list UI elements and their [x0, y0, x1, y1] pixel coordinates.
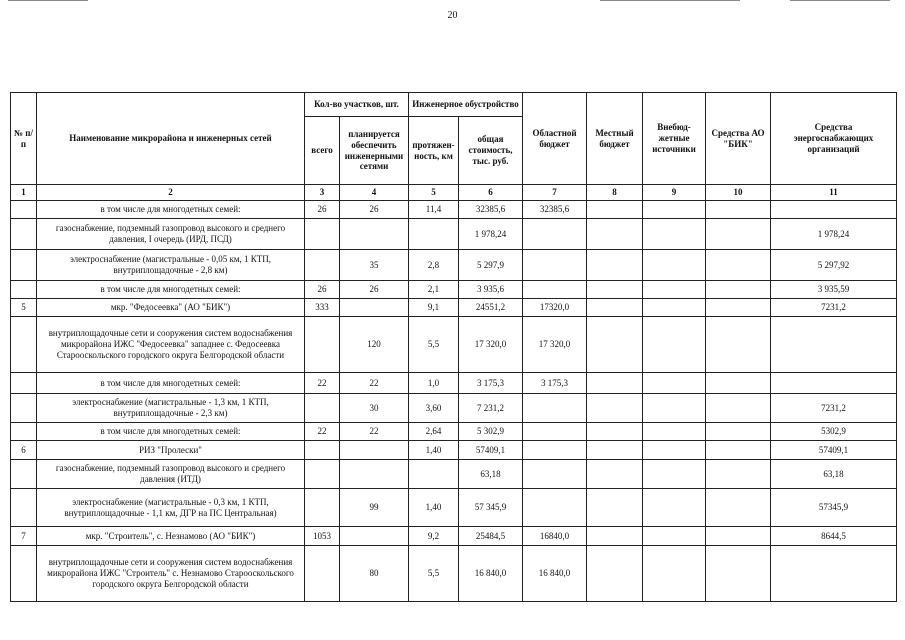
- cell-total: [305, 219, 340, 250]
- column-number: 11: [771, 185, 897, 201]
- cell-length: 5,5: [409, 317, 459, 373]
- column-number: 9: [643, 185, 706, 201]
- cell-planned: [340, 441, 409, 460]
- cell-regional: [523, 281, 587, 299]
- cell-cost: 7 231,2: [459, 394, 523, 423]
- header-cost: общая стоимость, тыс. руб.: [459, 117, 523, 185]
- cell-regional: [523, 441, 587, 460]
- cell-energy: 1 978,24: [771, 219, 897, 250]
- cell-num: [11, 281, 37, 299]
- column-number: 4: [340, 185, 409, 201]
- page-number: 20: [447, 10, 458, 21]
- cell-energy: 5302,9: [771, 423, 897, 441]
- header-regional-budget: Областной бюджет: [523, 93, 587, 185]
- cell-num: [11, 317, 37, 373]
- cell-length: 3,60: [409, 394, 459, 423]
- header-bik-funds: Средства АО "БИК": [706, 93, 771, 185]
- table-row: [11, 201, 897, 219]
- table-row: [11, 219, 897, 250]
- cell-planned: 99: [340, 489, 409, 527]
- cell-name: мкр. "Федосеевка" (АО "БИК"): [37, 299, 305, 317]
- cell-cost: 25484,5: [459, 527, 523, 546]
- cell-planned: 26: [340, 201, 409, 219]
- cell-regional: 32385,6: [523, 201, 587, 219]
- section-row: [11, 441, 897, 460]
- cell-total: [305, 317, 340, 373]
- column-number: 5: [409, 185, 459, 201]
- cell-energy: 57345,9: [771, 489, 897, 527]
- cell-num: [11, 460, 37, 489]
- cell-name: в том числе для многодетных семей:: [37, 281, 305, 299]
- cell-length: 1,0: [409, 373, 459, 394]
- cell-bik: [706, 394, 771, 423]
- cell-planned: [340, 219, 409, 250]
- column-number: 7: [523, 185, 587, 201]
- cell-local: [587, 489, 643, 527]
- cell-energy: 5 297,92: [771, 250, 897, 281]
- table-row: [11, 423, 897, 441]
- cell-regional: 16840,0: [523, 527, 587, 546]
- cell-total: 333: [305, 299, 340, 317]
- top-rule-right: [600, 0, 740, 1]
- header-energy-funds: Средства энергоснабжающих организаций: [771, 93, 897, 185]
- cell-local: [587, 527, 643, 546]
- cell-length: 2,64: [409, 423, 459, 441]
- financing-table: [10, 92, 897, 602]
- cell-regional: 3 175,3: [523, 373, 587, 394]
- top-rule-left: [8, 0, 88, 1]
- cell-energy: 8644,5: [771, 527, 897, 546]
- cell-num: [11, 394, 37, 423]
- cell-name: электроснабжение (магистральные - 0,05 км, 1 КТП, внутриплощадочные - 2,8 км): [37, 250, 305, 281]
- header-offbudget: Внебюд-жетные источники: [643, 93, 706, 185]
- cell-regional: 16 840,0: [523, 546, 587, 602]
- cell-num: [11, 201, 37, 219]
- cell-total: [305, 546, 340, 602]
- cell-total: 22: [305, 373, 340, 394]
- cell-energy: 63,18: [771, 460, 897, 489]
- cell-length: 1,40: [409, 441, 459, 460]
- cell-name: в том числе для многодетных семей:: [37, 201, 305, 219]
- column-number: 8: [587, 185, 643, 201]
- table-row: [11, 394, 897, 423]
- cell-num: [11, 373, 37, 394]
- cell-regional: [523, 489, 587, 527]
- cell-local: [587, 250, 643, 281]
- header-local-budget: Местный бюджет: [587, 93, 643, 185]
- cell-regional: [523, 423, 587, 441]
- cell-length: 2,1: [409, 281, 459, 299]
- cell-offbudget: [643, 250, 706, 281]
- cell-offbudget: [643, 281, 706, 299]
- cell-regional: [523, 250, 587, 281]
- cell-bik: [706, 281, 771, 299]
- cell-name: в том числе для многодетных семей:: [37, 373, 305, 394]
- cell-regional: [523, 219, 587, 250]
- cell-bik: [706, 546, 771, 602]
- cell-offbudget: [643, 394, 706, 423]
- cell-bik: [706, 250, 771, 281]
- cell-total: 26: [305, 281, 340, 299]
- cell-local: [587, 394, 643, 423]
- cell-bik: [706, 423, 771, 441]
- cell-length: 9,1: [409, 299, 459, 317]
- top-rule-far-right: [790, 0, 890, 1]
- cell-cost: 16 840,0: [459, 546, 523, 602]
- header-length: протяжен-ность, км: [409, 117, 459, 185]
- cell-regional: 17320,0: [523, 299, 587, 317]
- cell-local: [587, 201, 643, 219]
- cell-planned: 35: [340, 250, 409, 281]
- cell-total: [305, 394, 340, 423]
- cell-bik: [706, 489, 771, 527]
- header-plots-group: Кол-во участков, шт.: [305, 93, 409, 117]
- cell-planned: [340, 299, 409, 317]
- cell-name: электроснабжение (магистральные - 0,3 км, 1 КТП, внутриплощадочные - 1,1 км, ДГР на ПС Центральная): [37, 489, 305, 527]
- cell-bik: [706, 219, 771, 250]
- cell-length: 9,2: [409, 527, 459, 546]
- cell-num: [11, 423, 37, 441]
- cell-total: [305, 489, 340, 527]
- cell-bik: [706, 527, 771, 546]
- header-name: Наименование микрорайона и инженерных сетей: [37, 93, 305, 185]
- cell-length: [409, 460, 459, 489]
- cell-name: электроснабжение (магистральные - 1,3 км, 1 КТП, внутриплощадочные - 2,3 км): [37, 394, 305, 423]
- cell-cost: 63,18: [459, 460, 523, 489]
- section-row: [11, 527, 897, 546]
- cell-total: [305, 460, 340, 489]
- cell-planned: 120: [340, 317, 409, 373]
- cell-energy: 7231,2: [771, 394, 897, 423]
- table-row: [11, 460, 897, 489]
- cell-energy: [771, 373, 897, 394]
- table-header: [11, 93, 897, 201]
- cell-local: [587, 423, 643, 441]
- column-number: 10: [706, 185, 771, 201]
- cell-cost: 17 320,0: [459, 317, 523, 373]
- cell-cost: 5 297,9: [459, 250, 523, 281]
- table-row: [11, 281, 897, 299]
- cell-num: 7: [11, 527, 37, 546]
- cell-energy: 3 935,59: [771, 281, 897, 299]
- cell-bik: [706, 299, 771, 317]
- cell-name: внутриплощадочные сети и сооружения систем водоснабжения микрорайона ИЖС "Строитель" с. Незнамово Старооскольского городского округа Белгородской области: [37, 546, 305, 602]
- cell-planned: 22: [340, 373, 409, 394]
- header-engineering-group: Инженерное обустройство: [409, 93, 523, 117]
- cell-planned: [340, 460, 409, 489]
- cell-cost: 1 978,24: [459, 219, 523, 250]
- cell-bik: [706, 317, 771, 373]
- cell-local: [587, 281, 643, 299]
- cell-cost: 57409,1: [459, 441, 523, 460]
- cell-name: внутриплощадочные сети и сооружения систем водоснабжения микрорайона ИЖС "Федосеевка" западнее с. Федосеевка Старооскольского городского округа Белгородской области: [37, 317, 305, 373]
- column-number: 3: [305, 185, 340, 201]
- cell-offbudget: [643, 299, 706, 317]
- cell-energy: [771, 201, 897, 219]
- cell-name: в том числе для многодетных семей:: [37, 423, 305, 441]
- column-number: 6: [459, 185, 523, 201]
- cell-total: 26: [305, 201, 340, 219]
- column-number: 2: [37, 185, 305, 201]
- cell-cost: 32385,6: [459, 201, 523, 219]
- cell-local: [587, 373, 643, 394]
- cell-offbudget: [643, 201, 706, 219]
- cell-length: 2,8: [409, 250, 459, 281]
- cell-cost: 24551,2: [459, 299, 523, 317]
- cell-regional: [523, 394, 587, 423]
- header-num: № п/п: [11, 93, 37, 185]
- cell-planned: 30: [340, 394, 409, 423]
- cell-cost: 57 345,9: [459, 489, 523, 527]
- cell-num: [11, 219, 37, 250]
- cell-total: [305, 441, 340, 460]
- cell-offbudget: [643, 423, 706, 441]
- cell-offbudget: [643, 489, 706, 527]
- cell-offbudget: [643, 441, 706, 460]
- cell-local: [587, 460, 643, 489]
- cell-total: 22: [305, 423, 340, 441]
- cell-planned: 26: [340, 281, 409, 299]
- cell-bik: [706, 201, 771, 219]
- cell-bik: [706, 441, 771, 460]
- cell-total: [305, 250, 340, 281]
- cell-local: [587, 299, 643, 317]
- cell-num: 6: [11, 441, 37, 460]
- cell-offbudget: [643, 317, 706, 373]
- cell-local: [587, 441, 643, 460]
- cell-local: [587, 546, 643, 602]
- column-number-row: [11, 185, 897, 201]
- cell-planned: 80: [340, 546, 409, 602]
- table-row: [11, 373, 897, 394]
- cell-cost: 3 935,6: [459, 281, 523, 299]
- cell-name: РИЗ "Пролески": [37, 441, 305, 460]
- cell-energy: 7231,2: [771, 299, 897, 317]
- header-plots-planned: планируется обеспечить инженерными сетями: [340, 117, 409, 185]
- cell-offbudget: [643, 527, 706, 546]
- cell-length: [409, 219, 459, 250]
- cell-offbudget: [643, 546, 706, 602]
- table-row: [11, 317, 897, 373]
- cell-regional: [523, 460, 587, 489]
- cell-bik: [706, 460, 771, 489]
- cell-energy: 57409,1: [771, 441, 897, 460]
- cell-energy: [771, 546, 897, 602]
- cell-bik: [706, 373, 771, 394]
- cell-planned: 22: [340, 423, 409, 441]
- cell-length: 11,4: [409, 201, 459, 219]
- cell-name: газоснабжение, подземный газопровод высокого и среднего давления, I очередь (ИРД, ПСД): [37, 219, 305, 250]
- table-row: [11, 546, 897, 602]
- cell-cost: 3 175,3: [459, 373, 523, 394]
- header-plots-total: всего: [305, 117, 340, 185]
- cell-length: 5,5: [409, 546, 459, 602]
- cell-name: мкр. "Строитель", с. Незнамово (АО "БИК"): [37, 527, 305, 546]
- cell-num: [11, 546, 37, 602]
- cell-num: 5: [11, 299, 37, 317]
- cell-offbudget: [643, 373, 706, 394]
- table-row: [11, 250, 897, 281]
- cell-num: [11, 250, 37, 281]
- cell-offbudget: [643, 460, 706, 489]
- cell-local: [587, 219, 643, 250]
- cell-num: [11, 489, 37, 527]
- cell-regional: 17 320,0: [523, 317, 587, 373]
- cell-length: 1,40: [409, 489, 459, 527]
- cell-offbudget: [643, 219, 706, 250]
- cell-name: газоснабжение, подземный газопровод высокого и среднего давления (ИТД): [37, 460, 305, 489]
- cell-local: [587, 317, 643, 373]
- cell-planned: [340, 527, 409, 546]
- cell-total: 1053: [305, 527, 340, 546]
- section-row: [11, 299, 897, 317]
- cell-cost: 5 302,9: [459, 423, 523, 441]
- column-number: 1: [11, 185, 37, 201]
- table-row: [11, 489, 897, 527]
- table-body: [11, 201, 897, 602]
- cell-energy: [771, 317, 897, 373]
